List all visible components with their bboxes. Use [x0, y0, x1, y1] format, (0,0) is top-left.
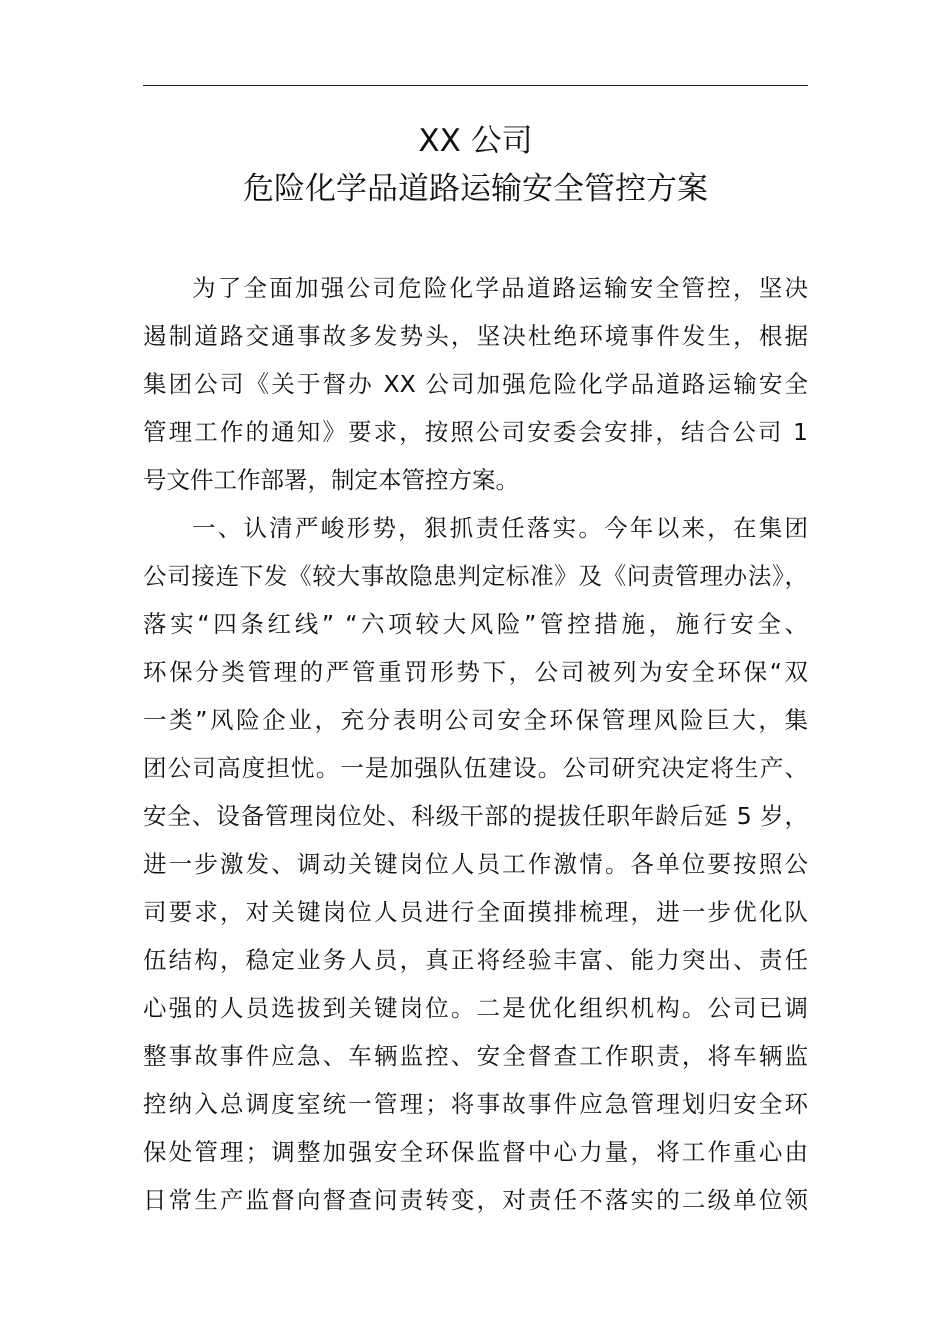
text-line: 遏制道路交通事故多发势头，坚决杜绝环境事件发生，根据 [143, 322, 808, 350]
text-line: 控纳入总调度室统一管理；将事故事件应急管理划归安全环 [143, 1090, 808, 1118]
text-line: 整事故事件应急、车辆监控、安全督查工作职责，将车辆监 [143, 1042, 808, 1070]
text-line: 管理工作的通知》要求，按照公司安委会安排，结合公司 1 [143, 418, 808, 446]
header-rule [143, 85, 808, 86]
text-line: 日常生产监督向督查问责转变，对责任不落实的二级单位领 [143, 1186, 808, 1214]
text-line: 进一步激发、调动关键岗位人员工作激情。各单位要按照公 [143, 850, 808, 878]
title-subject: 危险化学品道路运输安全管控方案 [243, 171, 708, 207]
body-text [143, 264, 808, 1224]
text-line: 集团公司《关于督办 XX 公司加强危险化学品道路运输安全 [143, 370, 808, 398]
text-line: 为了全面加强公司危险化学品道路运输安全管控，坚决 [192, 274, 808, 302]
text-line: 安全、设备管理岗位处、科级干部的提拔任职年龄后延 5 岁， [143, 802, 808, 830]
text-line: 环保分类管理的严管重罚形势下，公司被列为安全环保“双 [143, 658, 808, 686]
text-line: 伍结构，稳定业务人员，真正将经验丰富、能力突出、责任 [143, 946, 808, 974]
text-line: 落实“四条红线” “六项较大风险”管控措施，施行安全、 [143, 610, 808, 638]
text-line: 心强的人员选拔到关键岗位。二是优化组织机构。公司已调 [143, 994, 808, 1022]
document-title [143, 117, 808, 213]
text-line: 一类”风险企业，充分表明公司安全环保管理风险巨大，集 [143, 706, 808, 734]
text-line: 保处管理；调整加强安全环保监督中心力量，将工作重心由 [143, 1138, 808, 1166]
text-line: 号文件工作部署，制定本管控方案。 [143, 466, 519, 494]
text-line: 一、认清严峻形势，狠抓责任落实。今年以来，在集团 [192, 514, 808, 542]
text-line: 团公司高度担忧。一是加强队伍建设。公司研究决定将生产、 [143, 754, 808, 782]
title-company: XX 公司 [418, 123, 533, 159]
text-line: 司要求，对关键岗位人员进行全面摸排梳理，进一步优化队 [143, 898, 808, 926]
text-line: 公司接连下发《较大事故隐患判定标准》及《问责管理办法》， [143, 562, 808, 590]
